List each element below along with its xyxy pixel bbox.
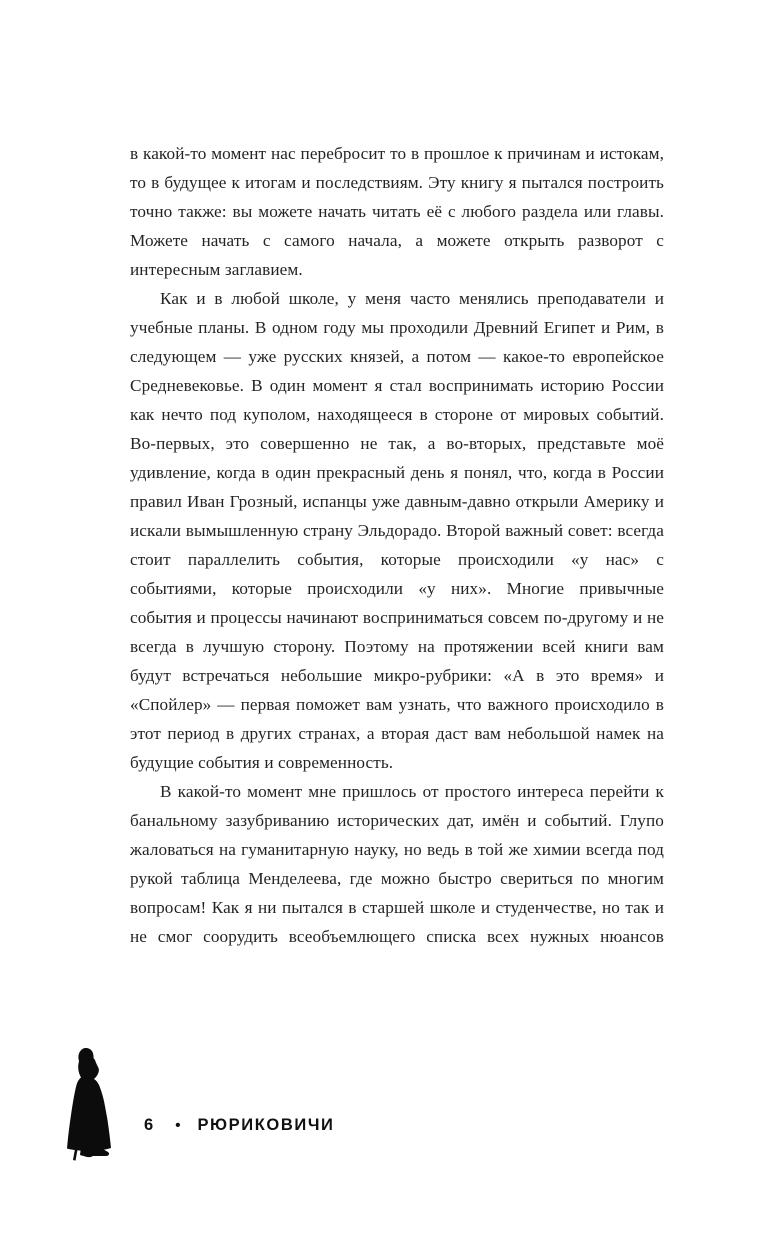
page-text — [130, 139, 664, 951]
running-title: РЮРИКОВИЧИ — [197, 1116, 335, 1134]
boyar-silhouette-icon — [59, 1047, 119, 1163]
footer — [144, 1116, 334, 1135]
paragraph: Как и в любой школе, у меня часто менялись преподаватели и учебные планы. В одном году мы проходили Древний Египет и Рим, в следующем — уже русских князей, а потом — какое-то европейское Средневековье. В один момент я стал воспринимать историю России как нечто под куполом, находящееся в стороне от мировых событий. Во-первых, это совершенно не так, а во-вторых, представьте моё удивление, когда в один прекрасный день я понял, что, когда в России правил Иван Грозный, испанцы уже давным-давно открыли Америку и искали вымышленную страну Эльдорадо. Второй важный совет: всегда стоит параллелить события, которые происходили «у нас» с событиями, которые происходили «у них». Многие привычные события и процессы начинают восприниматься совсем по-другому и не всегда в лучшую сторону. Поэтому на протяжении всей книги вам будут встречаться небольшие микро-рубрики: «А в это время» и «Спойлер» — первая поможет вам узнать, что важного происходило в этот период в других странах, а вторая даст вам небольшой намек на будущие события и современность. — [130, 289, 664, 772]
paragraph: в какой-то момент нас перебросит то в прошлое к причинам и истокам, то в будущее к итогам и последствиям. Эту книгу я пытался построить точно также: вы можете начать читать её с любого раздела или главы. Можете начать с самого начала, а можете открыть разворот с интересным заглавием. — [130, 144, 664, 279]
boyar-silhouette-illustration — [59, 1047, 119, 1163]
paragraph: В какой-то момент мне пришлось от простого интереса перейти к банальному зазубриванию исторических дат, имён и событий. Глупо жаловаться на гуманитарную науку, но ведь в той же химии всегда под рукой таблица Менделеева, где можно быстро свериться по многим вопросам! Как я ни пытался в старшей школе и студенчестве, но так и не смог соорудить всеобъемлющего списка всех нужных нюансов — [130, 782, 664, 946]
page-number: 6 — [144, 1116, 154, 1134]
bullet-separator-icon: • — [175, 1117, 181, 1134]
